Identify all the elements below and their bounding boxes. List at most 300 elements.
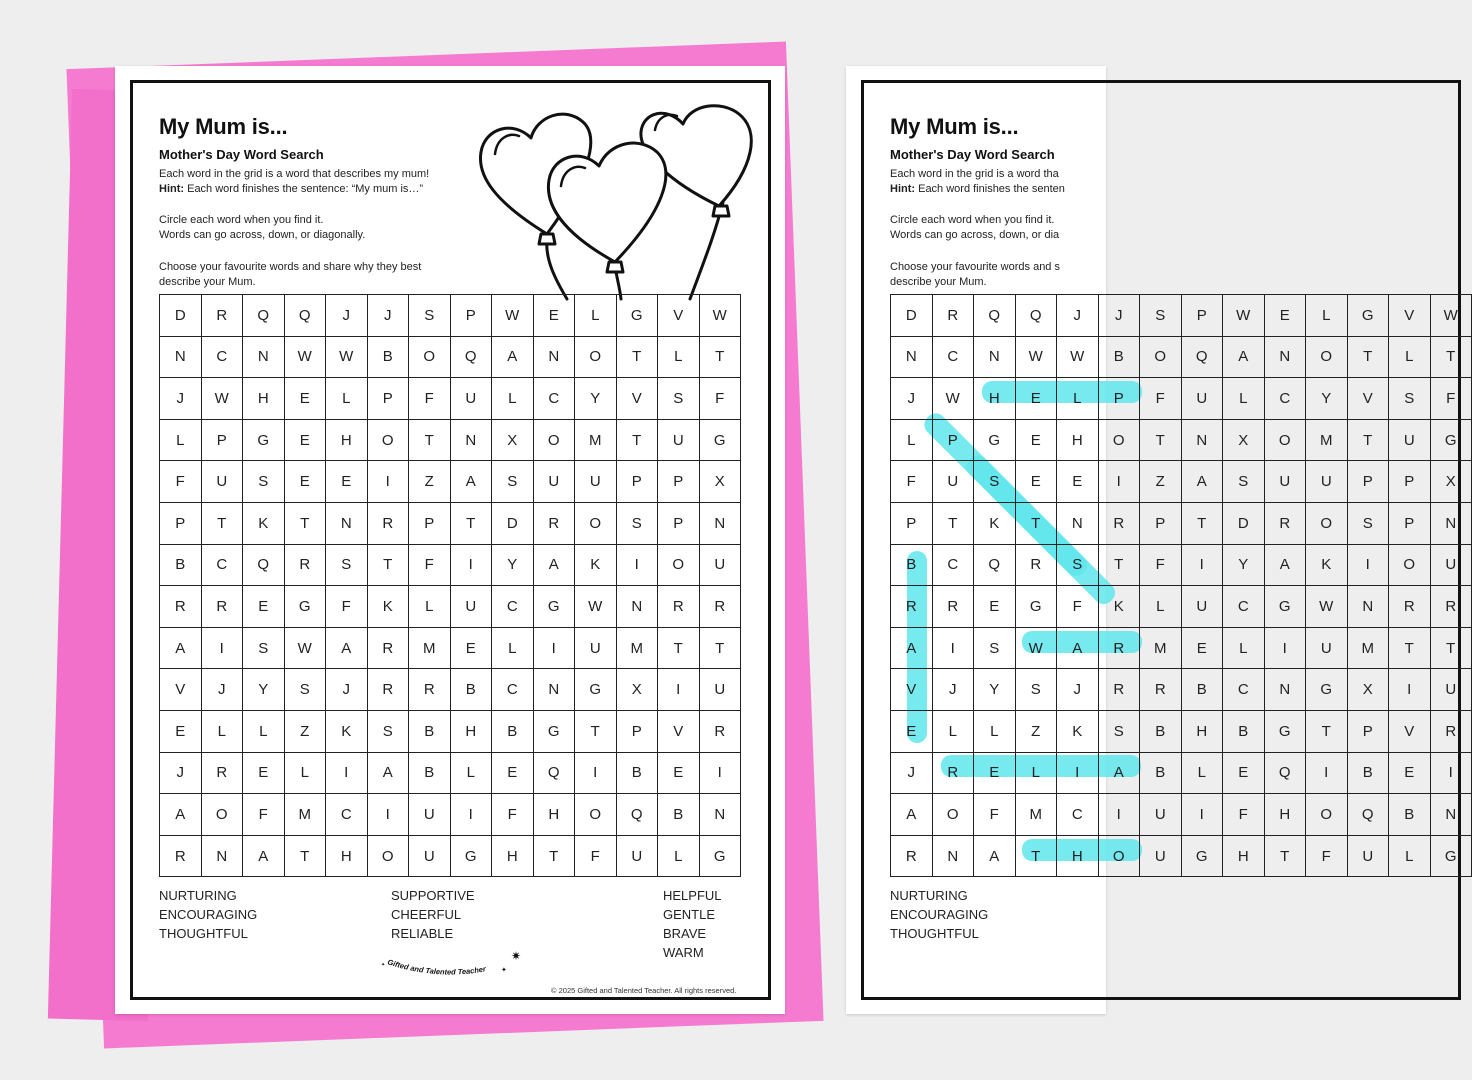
grid-cell: E: [974, 753, 1016, 795]
grid-cell: J: [326, 669, 368, 711]
grid-cell: X: [700, 461, 742, 503]
grid-cell: O: [933, 794, 975, 836]
grid-cell: S: [1140, 295, 1182, 337]
grid-cell: Q: [243, 545, 285, 587]
grid-cell: R: [160, 836, 202, 878]
grid-cell: R: [202, 586, 244, 628]
grid-cell: T: [534, 836, 576, 878]
grid-cell: P: [1348, 461, 1390, 503]
grid-cell: X: [1223, 420, 1265, 462]
grid-cell: O: [575, 503, 617, 545]
grid-cell: J: [1057, 295, 1099, 337]
grid-cell: K: [368, 586, 410, 628]
grid-cell: B: [1099, 337, 1141, 379]
grid-cell: M: [1140, 628, 1182, 670]
grid-cell: L: [658, 836, 700, 878]
grid-cell: H: [1057, 836, 1099, 878]
grid-cell: G: [974, 420, 1016, 462]
word-list-col-2: [391, 886, 475, 943]
copyright-text: © 2025 Gifted and Talented Teacher. All rights reserved.: [551, 986, 737, 995]
grid-cell: J: [1057, 669, 1099, 711]
grid-cell: H: [492, 836, 534, 878]
word-list-item: NURTURING: [159, 888, 237, 903]
grid-cell: I: [1057, 753, 1099, 795]
grid-cell: S: [1223, 461, 1265, 503]
grid-cell: J: [1099, 295, 1141, 337]
grid-cell: F: [243, 794, 285, 836]
grid-cell: J: [368, 295, 410, 337]
grid-cell: W: [575, 586, 617, 628]
grid-cell: U: [575, 461, 617, 503]
grid-cell: S: [974, 628, 1016, 670]
grid-cell: U: [1306, 461, 1348, 503]
grid-cell: L: [202, 711, 244, 753]
grid-cell: O: [1389, 545, 1431, 587]
grid-cell: E: [243, 586, 285, 628]
grid-cell: I: [933, 628, 975, 670]
grid-cell: F: [409, 378, 451, 420]
grid-cell: Y: [575, 378, 617, 420]
grid-cell: D: [1223, 503, 1265, 545]
grid-cell: R: [891, 836, 933, 878]
grid-cell: U: [575, 628, 617, 670]
instructions: [159, 213, 489, 243]
grid-cell: T: [1016, 503, 1058, 545]
grid-cell: M: [1306, 420, 1348, 462]
grid-cell: F: [409, 545, 451, 587]
grid-cell: Q: [451, 337, 493, 379]
grid-cell: P: [891, 503, 933, 545]
grid-cell: N: [451, 420, 493, 462]
grid-cell: L: [492, 628, 534, 670]
grid-cell: N: [1057, 503, 1099, 545]
grid-cell: U: [1431, 545, 1472, 587]
grid-cell: C: [933, 545, 975, 587]
word-list-item: NURTURING: [890, 888, 968, 903]
grid-cell: L: [1182, 753, 1224, 795]
grid-cell: X: [492, 420, 534, 462]
grid-cell: F: [492, 794, 534, 836]
grid-cell: G: [451, 836, 493, 878]
grid-cell: R: [160, 586, 202, 628]
grid-cell: L: [1389, 836, 1431, 878]
grid-cell: F: [1140, 545, 1182, 587]
word-list-item: ENCOURAGING: [159, 907, 258, 922]
grid-cell: E: [1016, 461, 1058, 503]
grid-cell: L: [326, 378, 368, 420]
grid-cell: P: [658, 461, 700, 503]
grid-cell: E: [451, 628, 493, 670]
grid-cell: E: [243, 753, 285, 795]
grid-cell: W: [326, 337, 368, 379]
word-list-item: ENCOURAGING: [890, 907, 989, 922]
grid-cell: F: [1306, 836, 1348, 878]
grid-cell: T: [1265, 836, 1307, 878]
grid-cell: I: [1099, 461, 1141, 503]
grid-cell: A: [891, 628, 933, 670]
grid-cell: R: [368, 628, 410, 670]
word-list-item: WARM: [663, 945, 704, 960]
grid-cell: R: [1389, 586, 1431, 628]
grid-cell: G: [1265, 586, 1307, 628]
grid-cell: L: [451, 753, 493, 795]
grid-cell: L: [492, 378, 534, 420]
grid-cell: U: [700, 545, 742, 587]
grid-cell: S: [1099, 711, 1141, 753]
grid-cell: E: [1057, 461, 1099, 503]
grid-cell: L: [974, 711, 1016, 753]
grid-cell: B: [492, 711, 534, 753]
prompt-line-2: describe your Mum.: [890, 276, 987, 288]
grid-cell: E: [534, 295, 576, 337]
answer-grid: [890, 294, 1472, 877]
hint-text: Each word finishes the senten: [915, 183, 1065, 195]
word-search-grid: [159, 294, 741, 877]
grid-cell: R: [409, 669, 451, 711]
grid-cell: R: [700, 711, 742, 753]
grid-cell: A: [974, 836, 1016, 878]
grid-cell: O: [202, 794, 244, 836]
grid-cell: B: [1182, 669, 1224, 711]
grid-cell: I: [368, 794, 410, 836]
grid-cell: E: [1223, 753, 1265, 795]
grid-cell: R: [1099, 628, 1141, 670]
grid-cell: Q: [534, 753, 576, 795]
grid-cell: A: [1223, 337, 1265, 379]
grid-cell: S: [974, 461, 1016, 503]
grid-cell: H: [326, 836, 368, 878]
grid-cell: O: [575, 337, 617, 379]
grid-cell: K: [1306, 545, 1348, 587]
grid-cell: C: [202, 545, 244, 587]
grid-cell: A: [326, 628, 368, 670]
grid-cell: G: [285, 586, 327, 628]
grid-cell: R: [700, 586, 742, 628]
grid-cell: C: [1223, 669, 1265, 711]
grid-cell: A: [1265, 545, 1307, 587]
grid-cell: M: [285, 794, 327, 836]
grid-cell: F: [974, 794, 1016, 836]
grid-cell: G: [534, 586, 576, 628]
intro-line: Each word in the grid is a word that describes my mum!: [159, 168, 430, 180]
grid-cell: W: [202, 378, 244, 420]
grid-cell: M: [1348, 628, 1390, 670]
grid-cell: N: [160, 337, 202, 379]
grid-cell: R: [1099, 669, 1141, 711]
grid-cell: D: [891, 295, 933, 337]
grid-cell: T: [575, 711, 617, 753]
grid-cell: T: [1306, 711, 1348, 753]
grid-cell: R: [368, 669, 410, 711]
grid-cell: O: [1265, 420, 1307, 462]
grid-cell: N: [933, 836, 975, 878]
instruction-directions: Words can go across, down, or diagonally.: [159, 229, 366, 241]
grid-cell: X: [1431, 461, 1472, 503]
grid-cell: N: [202, 836, 244, 878]
grid-cell: A: [534, 545, 576, 587]
grid-cell: P: [1389, 461, 1431, 503]
grid-cell: G: [575, 669, 617, 711]
grid-cell: C: [492, 586, 534, 628]
grid-cell: H: [451, 711, 493, 753]
grid-cell: G: [1431, 420, 1472, 462]
grid-cell: G: [1182, 836, 1224, 878]
grid-cell: J: [326, 295, 368, 337]
grid-cell: R: [534, 503, 576, 545]
grid-cell: Y: [492, 545, 534, 587]
grid-cell: D: [492, 503, 534, 545]
grid-cell: R: [1099, 503, 1141, 545]
brand-name: Gifted and Talented Teacher: [386, 957, 487, 977]
grid-cell: T: [933, 503, 975, 545]
grid-cell: T: [617, 420, 659, 462]
grid-cell: F: [1140, 378, 1182, 420]
grid-cell: P: [368, 378, 410, 420]
worksheet-page: [115, 66, 785, 1014]
grid-cell: B: [1140, 711, 1182, 753]
grid-cell: T: [1389, 628, 1431, 670]
grid-cell: F: [575, 836, 617, 878]
grid-cell: W: [1223, 295, 1265, 337]
grid-cell: N: [700, 503, 742, 545]
grid-cell: S: [1057, 545, 1099, 587]
grid-cell: I: [1265, 628, 1307, 670]
answer-word-list-col-1: [890, 886, 988, 943]
word-list-item: GENTLE: [663, 907, 716, 922]
grid-cell: I: [451, 794, 493, 836]
grid-cell: N: [1265, 337, 1307, 379]
word-list-item: HELPFUL: [663, 888, 722, 903]
grid-cell: T: [1016, 836, 1058, 878]
grid-cell: H: [974, 378, 1016, 420]
grid-cell: M: [409, 628, 451, 670]
grid-cell: R: [658, 586, 700, 628]
grid-cell: H: [1223, 836, 1265, 878]
grid-cell: N: [1348, 586, 1390, 628]
instruction-circle: Circle each word when you find it.: [890, 214, 1055, 226]
grid-cell: W: [492, 295, 534, 337]
grid-cell: E: [974, 586, 1016, 628]
grid-cell: A: [160, 628, 202, 670]
grid-cell: H: [243, 378, 285, 420]
grid-cell: S: [243, 461, 285, 503]
grid-cell: G: [700, 836, 742, 878]
grid-cell: W: [1431, 295, 1472, 337]
grid-cell: P: [658, 503, 700, 545]
grid-cell: N: [243, 337, 285, 379]
grid-cell: I: [575, 753, 617, 795]
grid-cell: P: [409, 503, 451, 545]
grid-cell: R: [368, 503, 410, 545]
grid-cell: O: [658, 545, 700, 587]
grid-cell: U: [658, 420, 700, 462]
grid-cell: V: [658, 711, 700, 753]
grid-cell: V: [1348, 378, 1390, 420]
answer-prompt-text: [890, 260, 1190, 290]
grid-cell: S: [1389, 378, 1431, 420]
grid-cell: F: [1057, 586, 1099, 628]
grid-cell: F: [891, 461, 933, 503]
grid-cell: W: [1306, 586, 1348, 628]
grid-cell: B: [658, 794, 700, 836]
grid-cell: R: [202, 295, 244, 337]
word-list-item: RELIABLE: [391, 926, 454, 941]
grid-cell: Y: [1223, 545, 1265, 587]
grid-cell: L: [1389, 337, 1431, 379]
prompt-line-2: describe your Mum.: [159, 276, 256, 288]
grid-cell: U: [534, 461, 576, 503]
grid-cell: D: [160, 295, 202, 337]
grid-cell: G: [1016, 586, 1058, 628]
grid-cell: T: [368, 545, 410, 587]
grid-cell: S: [492, 461, 534, 503]
instruction-circle: Circle each word when you find it.: [159, 214, 324, 226]
grid-cell: A: [160, 794, 202, 836]
grid-cell: S: [285, 669, 327, 711]
grid-cell: T: [285, 503, 327, 545]
grid-cell: O: [1306, 503, 1348, 545]
grid-cell: T: [700, 337, 742, 379]
grid-cell: W: [1057, 337, 1099, 379]
grid-cell: P: [1182, 295, 1224, 337]
grid-cell: N: [534, 669, 576, 711]
grid-cell: B: [1389, 794, 1431, 836]
grid-cell: R: [933, 586, 975, 628]
grid-cell: J: [891, 378, 933, 420]
word-list-col-1: [159, 886, 257, 943]
grid-cell: L: [891, 420, 933, 462]
grid-cell: N: [326, 503, 368, 545]
grid-cell: M: [575, 420, 617, 462]
intro-line: Each word in the grid is a word tha: [890, 168, 1059, 180]
grid-cell: Q: [243, 295, 285, 337]
grid-cell: T: [409, 420, 451, 462]
grid-cell: A: [1182, 461, 1224, 503]
hint-text: Each word finishes the sentence: “My mum is…”: [184, 183, 424, 195]
brand-logo: [377, 944, 527, 984]
grid-cell: L: [1223, 378, 1265, 420]
grid-cell: N: [1431, 503, 1472, 545]
grid-cell: J: [891, 753, 933, 795]
word-list-col-3: [663, 886, 722, 962]
grid-cell: O: [1306, 794, 1348, 836]
grid-cell: U: [1182, 378, 1224, 420]
grid-cell: G: [1431, 836, 1472, 878]
grid-cell: G: [1306, 669, 1348, 711]
grid-cell: T: [202, 503, 244, 545]
grid-cell: N: [891, 337, 933, 379]
grid-cell: G: [534, 711, 576, 753]
grid-cell: E: [492, 753, 534, 795]
grid-cell: I: [534, 628, 576, 670]
grid-cell: F: [700, 378, 742, 420]
grid-cell: R: [202, 753, 244, 795]
grid-cell: U: [1140, 794, 1182, 836]
grid-cell: B: [409, 753, 451, 795]
grid-cell: E: [1389, 753, 1431, 795]
grid-cell: Z: [1016, 711, 1058, 753]
grid-cell: C: [1057, 794, 1099, 836]
grid-cell: R: [1016, 545, 1058, 587]
grid-cell: L: [160, 420, 202, 462]
grid-cell: L: [933, 711, 975, 753]
grid-cell: P: [933, 420, 975, 462]
page-subtitle: Mother's Day Word Search: [159, 147, 324, 162]
grid-cell: B: [617, 753, 659, 795]
grid-cell: U: [700, 669, 742, 711]
grid-cell: N: [534, 337, 576, 379]
svg-text:✷: ✷: [511, 949, 522, 963]
grid-cell: T: [1348, 337, 1390, 379]
instruction-directions: Words can go across, down, or dia: [890, 229, 1060, 241]
grid-cell: K: [326, 711, 368, 753]
grid-cell: U: [451, 586, 493, 628]
hint-line: [159, 182, 489, 197]
grid-cell: A: [243, 836, 285, 878]
grid-cell: V: [1389, 295, 1431, 337]
grid-cell: F: [160, 461, 202, 503]
grid-cell: Q: [1348, 794, 1390, 836]
hint-label: Hint:: [890, 183, 916, 195]
grid-cell: O: [1140, 337, 1182, 379]
grid-cell: L: [285, 753, 327, 795]
grid-cell: N: [617, 586, 659, 628]
grid-cell: T: [1140, 420, 1182, 462]
grid-cell: B: [1140, 753, 1182, 795]
grid-cell: I: [368, 461, 410, 503]
grid-cell: G: [700, 420, 742, 462]
prompt-text: [159, 260, 489, 290]
grid-cell: Z: [1140, 461, 1182, 503]
grid-cell: O: [534, 420, 576, 462]
grid-cell: E: [160, 711, 202, 753]
grid-cell: H: [326, 420, 368, 462]
grid-cell: R: [1431, 586, 1472, 628]
grid-cell: U: [409, 794, 451, 836]
grid-cell: H: [1265, 794, 1307, 836]
grid-cell: T: [1431, 628, 1472, 670]
grid-cell: U: [1140, 836, 1182, 878]
answer-instructions: [890, 213, 1190, 243]
grid-cell: L: [1306, 295, 1348, 337]
grid-cell: Q: [1182, 337, 1224, 379]
grid-cell: B: [1223, 711, 1265, 753]
grid-cell: A: [1057, 628, 1099, 670]
grid-cell: E: [285, 420, 327, 462]
grid-cell: N: [700, 794, 742, 836]
grid-cell: L: [658, 337, 700, 379]
grid-cell: T: [1348, 420, 1390, 462]
grid-cell: T: [1099, 545, 1141, 587]
grid-cell: G: [617, 295, 659, 337]
grid-cell: I: [202, 628, 244, 670]
grid-cell: W: [285, 337, 327, 379]
grid-cell: R: [933, 295, 975, 337]
answer-title: My Mum is...: [890, 114, 1019, 139]
grid-cell: I: [1389, 669, 1431, 711]
grid-cell: J: [160, 378, 202, 420]
grid-cell: L: [409, 586, 451, 628]
grid-cell: R: [285, 545, 327, 587]
grid-cell: U: [1431, 669, 1472, 711]
grid-cell: I: [658, 669, 700, 711]
grid-cell: C: [1223, 586, 1265, 628]
prompt-line-1: Choose your favourite words and s: [890, 261, 1060, 273]
grid-cell: S: [1016, 669, 1058, 711]
prompt-line-1: Choose your favourite words and share why they best: [159, 261, 422, 273]
grid-cell: V: [658, 295, 700, 337]
grid-cell: I: [700, 753, 742, 795]
